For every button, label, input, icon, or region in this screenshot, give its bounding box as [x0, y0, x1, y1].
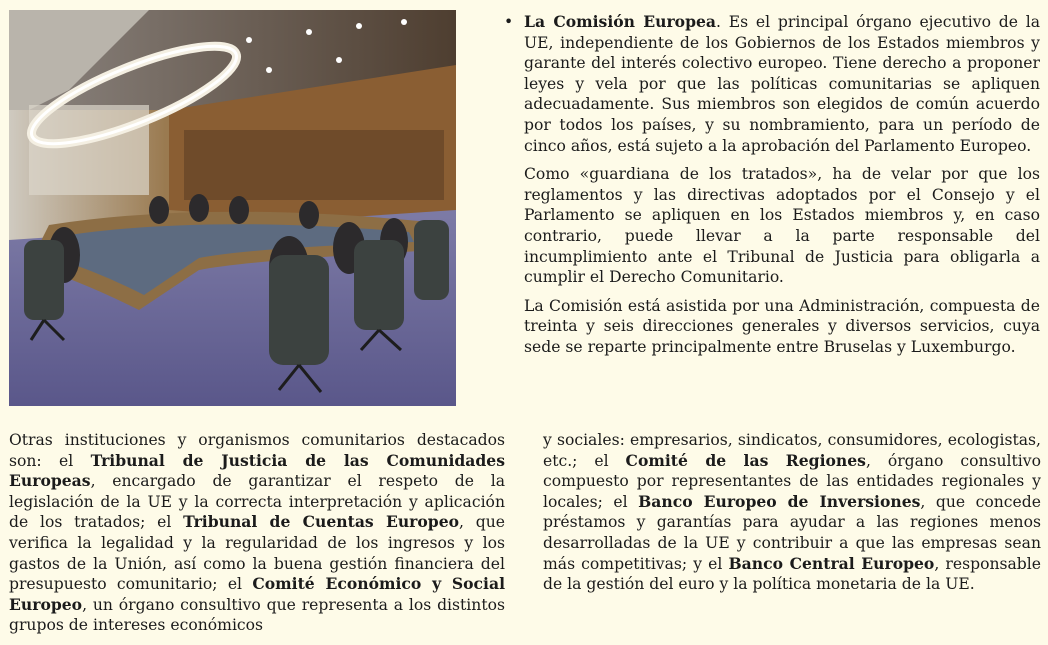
right-column	[500, 12, 1040, 358]
commission-heading: La Comisión Europea	[524, 12, 717, 31]
committee-regions-term: Comité de las Regiones	[625, 450, 866, 470]
text-span: , órgano consultivo compuesto por representantes de las entidades regionales y locales; el	[543, 451, 1041, 511]
institutions-paragraph	[9, 430, 505, 636]
text-span: , que verifica la legalidad y la regularidad de los ingresos y los gastos de la Unión, así como la buena gestión financiera del presupuesto comunitario; el	[9, 513, 505, 594]
investment-bank-term: Banco Europeo de Inversiones	[638, 491, 921, 511]
guardian-paragraph: Como «guardiana de los tratados», ha de velar por que los reglamentos y las directivas adoptados por el Consejo y el Parlamento se apliquen en los Estados miembros y, en caso contrario, puede llevar a la parte responsable del incumplimiento ante el Tribunal de Justicia para obligarla a cumplir el Derecho Comunitario.	[524, 165, 1040, 287]
text-span: Otras instituciones y organismos comunitarios destacados son: el	[9, 431, 505, 470]
central-bank-term: Banco Central Europeo	[728, 553, 935, 573]
court-of-auditors-term: Tribunal de Cuentas Europeo	[183, 512, 460, 532]
bullet-icon: •	[504, 13, 514, 31]
text-span: , responsable de la gestión del euro y la política monetaria de la UE.	[543, 554, 1041, 594]
commission-text: . Es el principal órgano ejecutivo de la UE, independiente de los Gobiernos de los Estados miembros y garante del interés colectivo europeo. Tiene derecho a proponer leyes y vela por que las políticas comunitarias se apliquen adecuadamente. Sus miembros son elegidos de común acuerdo por todos los países, y su nombramiento, para un período de cinco años, está sujeto a la aprobación del Parlamento Europeo.	[524, 13, 1041, 155]
text-span: , encargado de garantizar el respeto de la legislación de la UE y la correcta interpretación y aplicación de los tratados; el	[9, 472, 505, 532]
bottom-left-column	[9, 430, 505, 636]
bottom-right-column	[543, 430, 1041, 595]
text-span: y sociales: empresarios, sindicatos, consumidores, ecologistas, etc.; el	[543, 431, 1041, 470]
economic-social-committee-term: Comité Económico y Social Europeo	[9, 574, 505, 614]
text-span: , que concede préstamos y garantías para ayudar a las regiones menos desarrolladas de la UE y contribuir a que las empresas sean más competitivas; y el	[543, 492, 1041, 573]
administration-paragraph: La Comisión está asistida por una Administración, compuesta de treinta y seis direcciones generales y diversos servicios, cuya sede se reparte principalmente entre Bruselas y Luxemburgo.	[524, 296, 1040, 356]
meeting-room-photo	[9, 10, 456, 406]
photo-illustration	[9, 10, 456, 406]
court-of-justice-term: Tribunal de Justicia de las Comunidades Europeas	[9, 450, 505, 491]
institutions-paragraph-continued	[543, 430, 1041, 595]
commission-paragraph	[500, 12, 1040, 156]
text-span: , un órgano consultivo que representa a los distintos grupos de intereses económicos	[9, 595, 505, 635]
